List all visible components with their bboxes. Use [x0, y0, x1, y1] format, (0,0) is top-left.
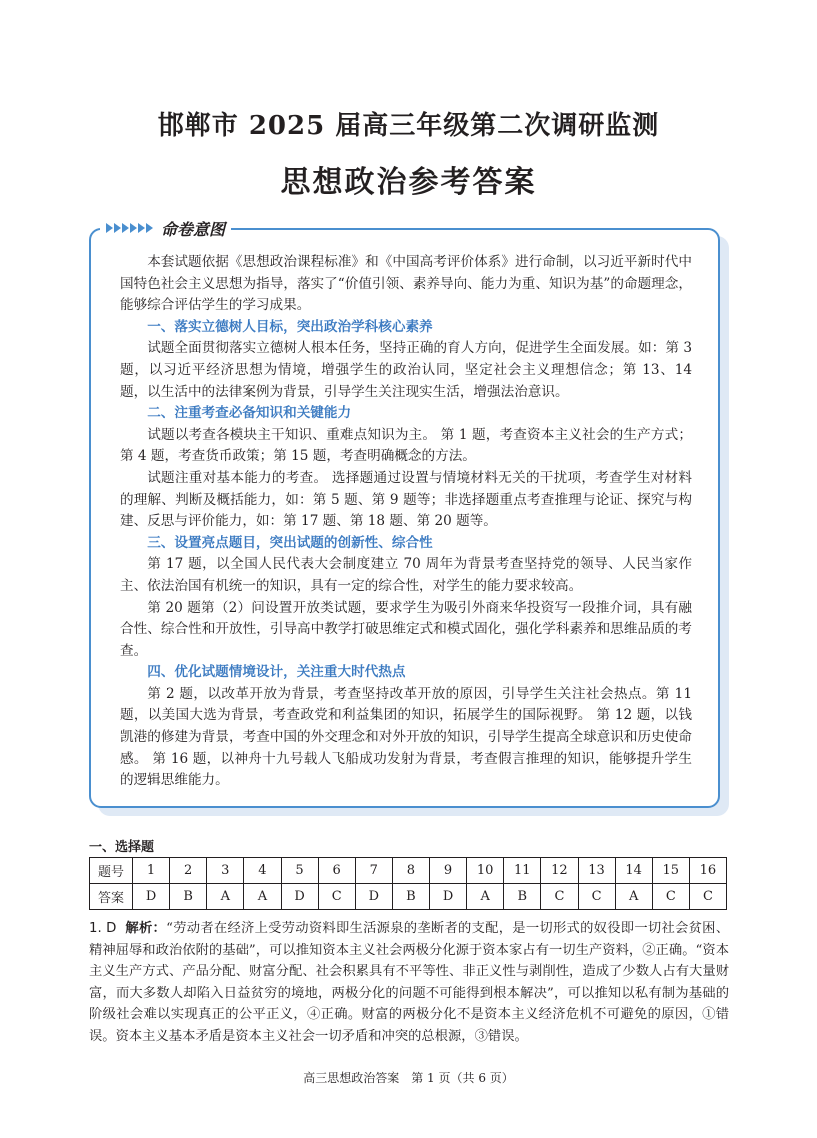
intent-paragraph: 试题注重对基本能力的考查。 选择题通过设置与情境材料无关的干扰项，考查学生对材料的理解、判断及概括能力，如：第 5 题、第 9 题等；非选择题重点考查推理与论证、探究与构建、反思与评价能力，如：第 17 题、第 18 题、第 20 题等。 — [120, 469, 692, 530]
intent-header — [100, 216, 231, 240]
question-number-cell: 14 — [615, 858, 652, 884]
arrow-icon — [106, 223, 113, 233]
intent-paragraph: 本套试题依据《思想政治课程标准》和《中国高考评价体系》进行命制，以习近平新时代中国特色社会主义思想为指导，落实了“价值引领、素养导向、能力为重、知识为基”的命题理念，能够综合评估学生的学习成果。 — [120, 254, 692, 314]
document-title: 邯郸市 2025 届高三年级第二次调研监测 — [157, 111, 660, 141]
answer-cell: A — [615, 884, 652, 910]
question-number-cell: 12 — [541, 858, 578, 884]
answer-cell: A — [207, 884, 244, 910]
question-number-cell: 7 — [355, 858, 392, 884]
answer-cell: B — [392, 884, 429, 910]
question-number-cell: 4 — [244, 858, 281, 884]
arrow-icons — [106, 223, 153, 233]
answer-cell: C — [689, 884, 726, 910]
question-number-cell: 11 — [504, 858, 541, 884]
intent-paragraph: 第 2 题，以改革开放为背景，考查坚持改革开放的原因，引导学生关注社会热点。第 11 题，以美国大选为背景，考查政党和利益集团的知识，拓展学生的国际视野。 第 12 题，以钱凯港的修建为背景，考查中国的外交理念和对外开放的知识，引导学生提高全球意识和历史使命感。 第 16 题，以神舟十九号载人飞船成功发射为背景，考查假言推理的知识，能够提升学生的逻辑思维能力。 — [120, 685, 692, 789]
table-row-questions — [90, 858, 727, 884]
explanation-q1 — [89, 918, 729, 1048]
arrow-icon — [130, 223, 137, 233]
intent-paragraph: 第 17 题，以全国人民代表大会制度建立 70 周年为背景考查坚持党的领导、人民当家作主、依法治国有机统一的知识，具有一定的综合性，对学生的能力要求较高。 — [120, 556, 692, 594]
answer-cell: A — [244, 884, 281, 910]
intent-section-heading: 四、优化试题情境设计，关注重大时代热点 — [147, 664, 406, 681]
explanation-label: 解析： — [125, 921, 167, 936]
question-number-cell: 1 — [133, 858, 170, 884]
row-label-answer: 答案 — [90, 884, 133, 910]
answer-cell: C — [318, 884, 355, 910]
row-label-question: 题号 — [90, 858, 133, 884]
answer-cell: A — [467, 884, 504, 910]
question-number-cell: 15 — [652, 858, 689, 884]
answer-cell: B — [504, 884, 541, 910]
answer-cell: C — [578, 884, 615, 910]
answer-cell: C — [652, 884, 689, 910]
answer-cell: D — [281, 884, 318, 910]
intent-content — [120, 252, 692, 792]
intent-section-heading: 三、设置亮点题目，突出试题的创新性、综合性 — [147, 534, 433, 551]
answer-cell: D — [355, 884, 392, 910]
arrow-icon — [122, 223, 129, 233]
question-number-cell: 13 — [578, 858, 615, 884]
arrow-icon — [114, 223, 121, 233]
intent-paragraph: 试题以考查各模块主干知识、重难点知识为主。 第 1 题，考查资本主义社会的生产方式；第 4 题，考查货币政策；第 15 题，考查明确概念的方法。 — [120, 426, 692, 465]
answer-cell: C — [541, 884, 578, 910]
arrow-icon — [138, 223, 145, 233]
section-choice-label: 一、选择题 — [89, 840, 155, 855]
question-number-cell: 3 — [207, 858, 244, 884]
explanation-text: “劳动者在经济上受劳动资料即生活源泉的垄断者的支配，是一切形式的奴役即一切社会贫困、精神屈辱和政治依附的基础”，可以推知资本主义社会两极分化源于资本家占有一切生产资料，②正确。“资本主义生产方式、产品分配、财富分配、社会积累具有不平等性、非正义性与剥削性，造成了少数人占有大量财富，而大多数人却陷入日益贫穷的境地，两极分化的问题不可能得到根本解决”，可以推知以私有制为基础的阶级社会难以实现真正的公平正义，④正确。财富的两极分化不是资本主义经济危机不可避免的原因，①错误。资本主义基本矛盾是资本主义社会一切矛盾和冲突的总根源，③错误。 — [89, 921, 730, 1044]
answer-cell: D — [430, 884, 467, 910]
intent-paragraph: 试题全面贯彻落实立德树人根本任务，坚持正确的育人方向，促进学生全面发展。如：第 3 题，以习近平经济思想为情境，增强学生的政治认同，坚定社会主义理想信念；第 13、14 题，以生活中的法律案例为背景，引导学生关注现实生活，增强法治意识。 — [120, 340, 692, 400]
intent-paragraph: 第 20 题第（2）问设置开放类试题，要求学生为吸引外商来华投资写一段推介词，具有融合性、综合性和开放性，引导高中教学打破思维定式和模式固化，强化学科素养和思维品质的考查。 — [120, 599, 692, 659]
question-number-cell: 6 — [318, 858, 355, 884]
question-number-cell: 2 — [170, 858, 207, 884]
arrow-icon — [146, 223, 153, 233]
question-number-cell: 9 — [430, 858, 467, 884]
page-footer: 高三思想政治答案 第 1 页（共 6 页） — [303, 1071, 514, 1085]
question-number-cell: 16 — [689, 858, 726, 884]
intent-section-heading: 二、注重考查必备知识和关键能力 — [147, 405, 352, 422]
intent-title: 命卷意图 — [161, 219, 226, 239]
answer-table — [89, 857, 727, 910]
question-number-cell: 5 — [281, 858, 318, 884]
table-row-answers — [90, 884, 727, 910]
answer-cell: D — [133, 884, 170, 910]
document-subtitle: 思想政治参考答案 — [280, 165, 537, 200]
question-number-cell: 10 — [467, 858, 504, 884]
question-number-cell: 8 — [392, 858, 429, 884]
intent-section-heading: 一、落实立德树人目标，突出政治学科核心素养 — [147, 318, 433, 335]
explanation-qnum: 1. D — [89, 921, 117, 936]
answer-cell: B — [170, 884, 207, 910]
